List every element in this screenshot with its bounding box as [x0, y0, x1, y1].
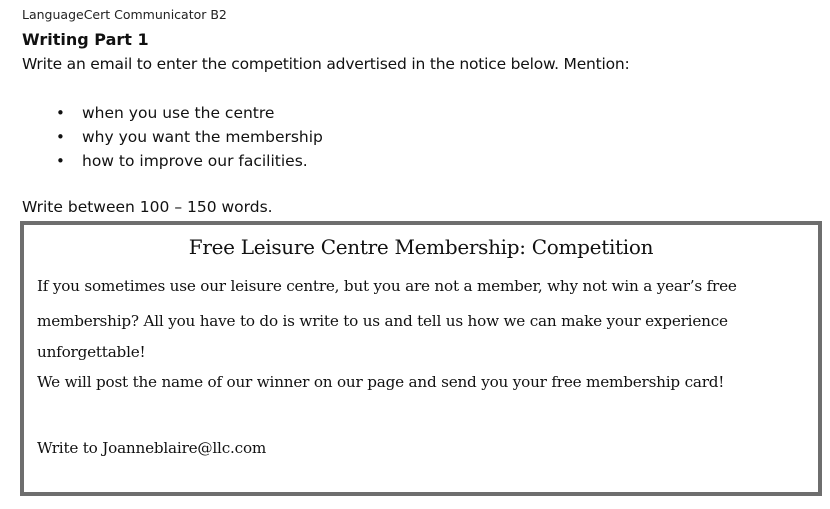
- notice-line: We will post the name of our winner on our page and send you your free membership card!: [37, 373, 725, 391]
- bullet-icon: •: [56, 152, 65, 170]
- list-item: • when you use the centre: [56, 101, 323, 125]
- exam-name: LanguageCert Communicator B2: [22, 7, 227, 22]
- bullet-icon: •: [56, 128, 65, 146]
- notice-line: If you sometimes use our leisure centre, but you are not a member, why not win a year’s free: [37, 277, 737, 295]
- list-item: • why you want the membership: [56, 125, 323, 149]
- task-instruction: Write an email to enter the competition advertised in the notice below. Mention:: [22, 55, 630, 73]
- word-count-instruction: Write between 100 – 150 words.: [22, 198, 273, 216]
- bullet-icon: •: [56, 104, 65, 122]
- notice-contact: Write to Joanneblaire@llc.com: [37, 439, 267, 457]
- notice-line: unforgettable!: [37, 343, 146, 361]
- part-title: Writing Part 1: [22, 30, 149, 49]
- notice-title: Free Leisure Centre Membership: Competition: [188, 235, 654, 259]
- notice-line: membership? All you have to do is write to us and tell us how we can make your experience: [37, 312, 728, 330]
- task-bullet-list: [56, 101, 323, 173]
- competition-notice: [20, 221, 822, 496]
- list-item: • how to improve our facilities.: [56, 149, 323, 173]
